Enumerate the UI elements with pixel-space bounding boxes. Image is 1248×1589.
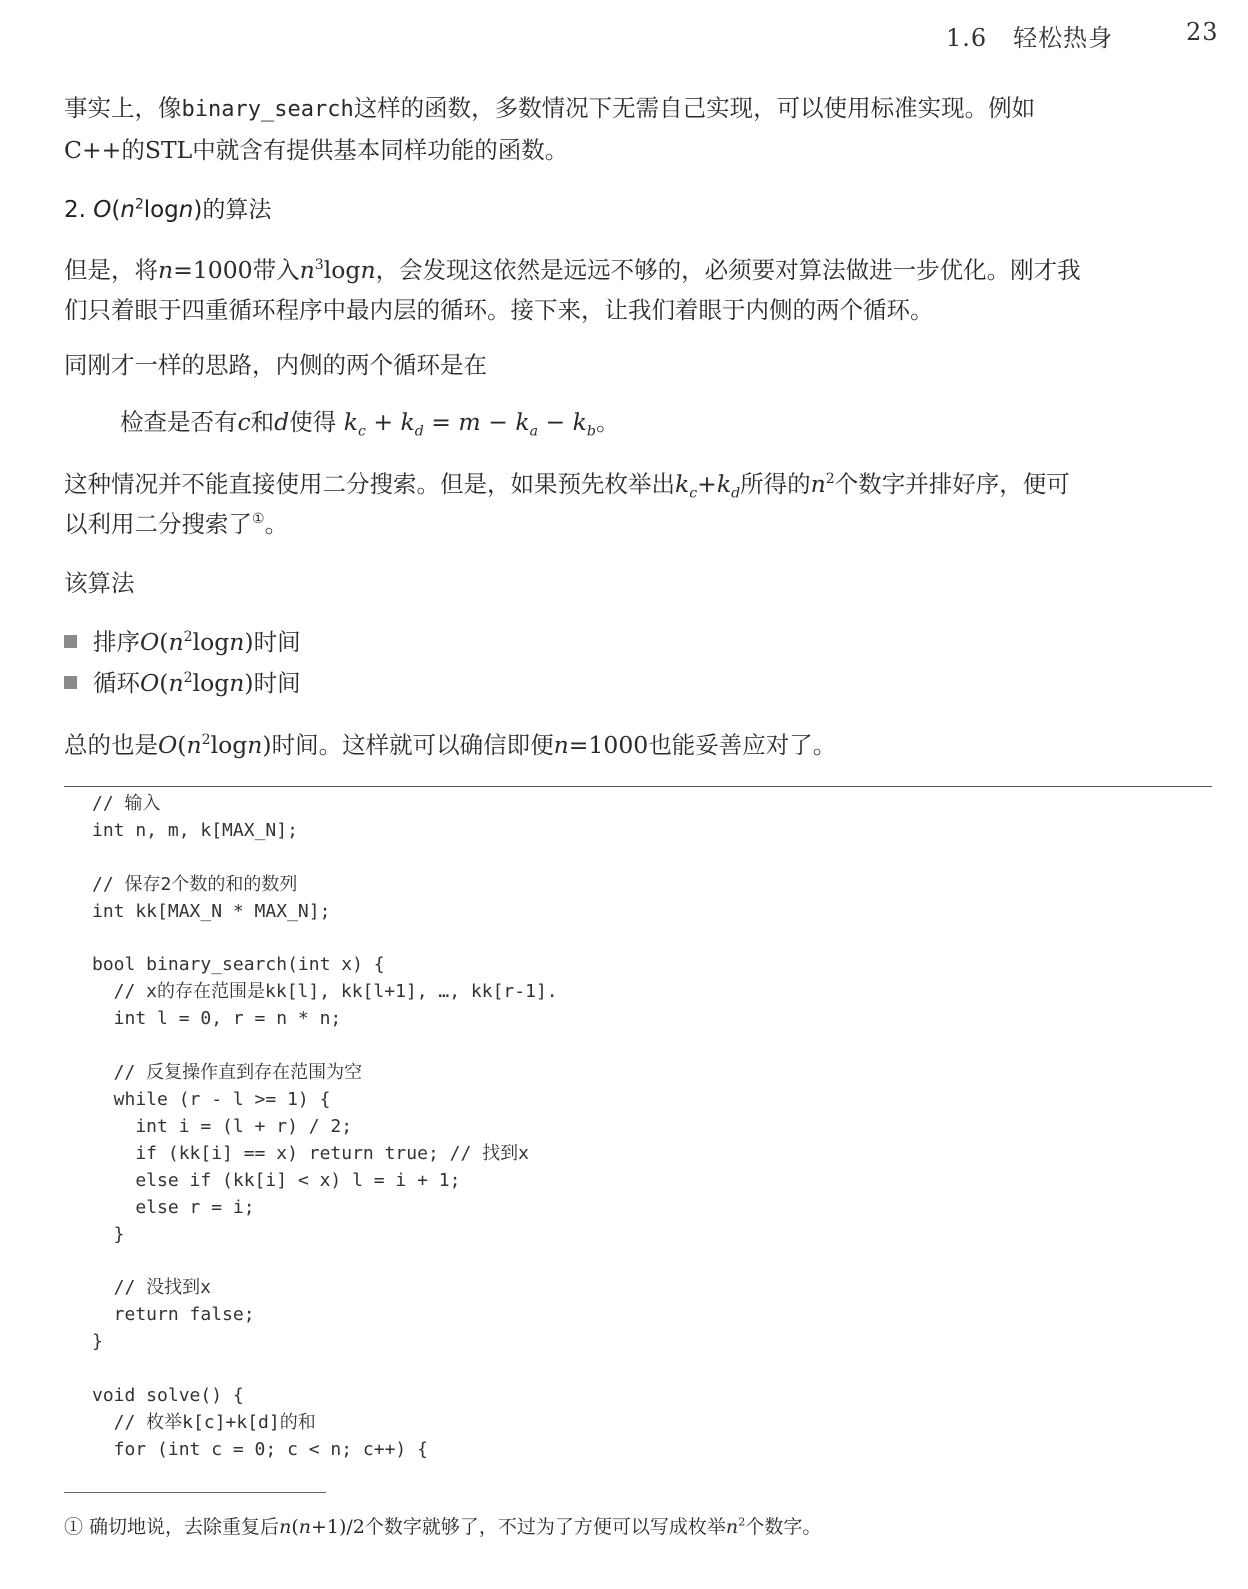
code-listing: // 输入 int n, m, k[MAX_N]; // 保存2个数的和的数列 int kk[MAX_N * MAX_N]; bool binary_search(int x) { // x的存在范围是kk[l], kk[l+1], …, kk[r-1]. int l = 0, r = n * n; // 反复操作直到存在范围为空 while (r - l >= 1) { int i = (l + r) / 2; if (kk[i] == x) return true; // 找到x else if (kk[i] < x) l = i + 1; else r = i; } // 没找到x return false; } void solve() { // 枚举k[c]+k[d]的和 for (int c = 0; c < n; c++) { — [92, 793, 558, 1460]
page-number: 23 — [1186, 18, 1219, 46]
section-title: 轻松热身 — [1013, 24, 1114, 52]
footnote-rule — [64, 1492, 326, 1493]
paragraph-line: C++的STL中就含有提供基本同样功能的函数。 — [64, 136, 569, 164]
paragraph-binary-search — [64, 464, 1214, 544]
paragraph-complexity — [64, 250, 1214, 330]
footnote-ref[interactable]: ① — [252, 511, 265, 528]
paragraph-idea: 同刚才一样的思路，内侧的两个循环是在 — [64, 351, 487, 379]
paragraph-line: 这种情况并不能直接使用二分搜索。但是，如果预先枚举出$k_c+k_d$所得的$n^2$个数字并排好序，便可 — [64, 470, 1070, 502]
paragraph-line: 事实上，像binary_search这样的函数，多数情况下无需自己实现，可以使用标准实现。例如 — [64, 94, 1036, 122]
section-number: 1.6 — [946, 24, 988, 52]
section-heading: 2. $O(n^2\log n)$的算法 — [64, 196, 272, 223]
bullet-item-loop: 循环$O(n^2\log n)$时间 — [64, 663, 301, 703]
paragraph-conclusion: 总的也是$O(n^2\log n)$时间。这样就可以确信即便n=1000也能妥善应对了。 — [64, 731, 837, 759]
bullet-square-icon — [64, 676, 77, 689]
bullet-item-sort: 排序$O(n^2\log n)$时间 — [64, 622, 301, 662]
bullet-square-icon — [64, 635, 77, 648]
running-head — [946, 18, 1219, 53]
formula-condition: 检查是否有c和d使得 $k_c + k_d = m - k_a - k_b$。 — [120, 408, 620, 440]
paragraph-line: 以利用二分搜索了①。 — [64, 510, 289, 538]
paragraph-intro — [64, 88, 1214, 170]
code-top-rule — [64, 786, 1212, 787]
paragraph-algorithm-label: 该算法 — [64, 569, 135, 597]
footnote: ① 确切地说，去除重复后n(n+1)/2个数字就够了，不过为了方便可以写成枚举$n^2$个数字。 — [64, 1514, 822, 1538]
paragraph-line: 但是，将n=1000带入$n^3\log n$，会发现这依然是远远不够的，必须要对算法做进一步优化。刚才我 — [64, 256, 1081, 284]
paragraph-line: 们只着眼于四重循环程序中最内层的循环。接下来，让我们着眼于内侧的两个循环。 — [64, 296, 934, 324]
